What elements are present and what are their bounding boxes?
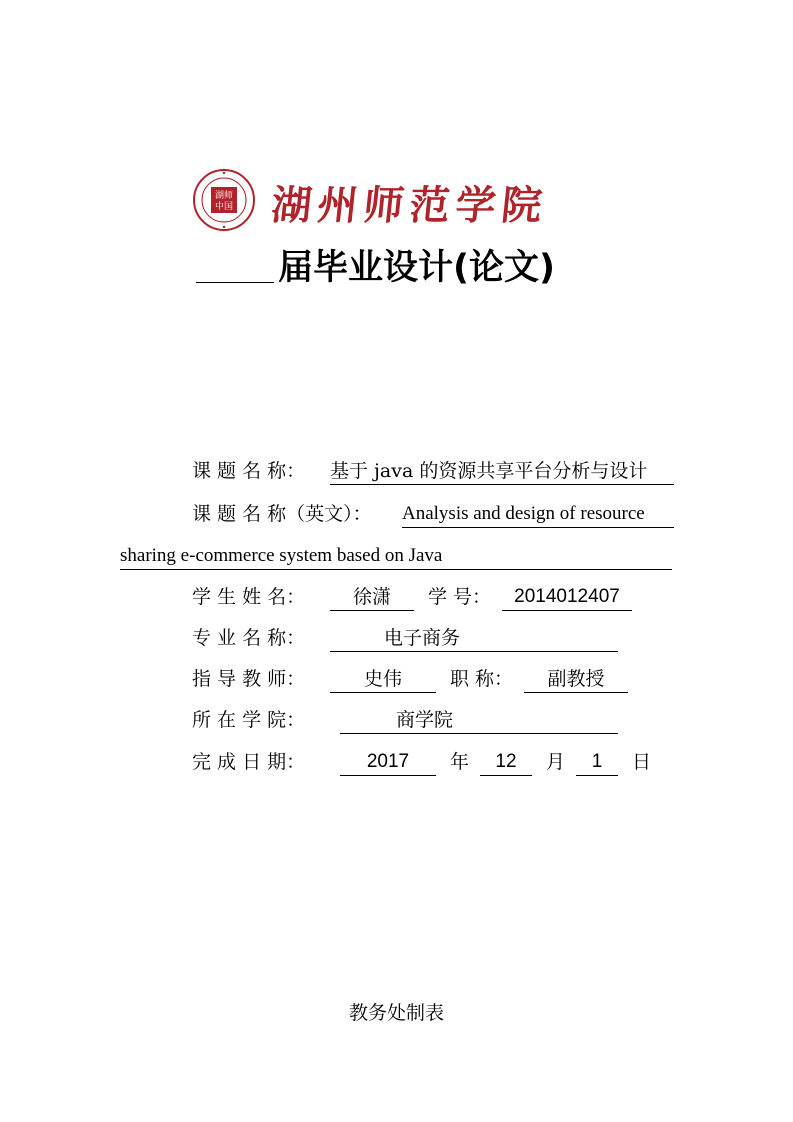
major-value: 电子商务 [330, 625, 618, 652]
student-id-value: 2014012407 [502, 584, 632, 611]
student-label: 学 生 姓 名： [192, 586, 306, 608]
college-label: 所 在 学 院： [192, 709, 306, 731]
topic-value: 基于 java 的资源共享平台分析与设计 [330, 458, 674, 485]
topic-label: 课 题 名 称： [192, 460, 306, 482]
date-month: 12 [480, 749, 532, 776]
document-title: 届毕业设计(论文) [278, 248, 555, 288]
school-header [192, 168, 592, 232]
advisor-title-value: 副教授 [524, 666, 628, 693]
date-year: 2017 [340, 749, 436, 776]
date-day-unit: 日 [632, 751, 652, 773]
topic-en-label: 课 题 名 称（英文）： [192, 503, 372, 525]
student-value: 徐潇 [330, 584, 414, 611]
student-id-label: 学 号： [428, 586, 492, 608]
date-month-unit: 月 [546, 751, 566, 773]
school-seal-icon [192, 168, 256, 232]
footer-text: 教务处制表 [348, 1002, 444, 1024]
advisor-value: 史伟 [330, 666, 436, 693]
date-day: 1 [576, 749, 618, 776]
date-label: 完 成 日 期： [192, 751, 306, 773]
advisor-title-label: 职 称： [450, 668, 514, 690]
major-label: 专 业 名 称： [192, 627, 306, 649]
topic-en-value-line2: sharing e-commerce system based on Java [120, 543, 672, 570]
year-blank-line [196, 282, 274, 283]
svg-text:湖师: 湖师 [214, 191, 234, 201]
college-value: 商学院 [340, 707, 618, 734]
topic-en-value-line1: Analysis and design of resource [402, 501, 674, 528]
svg-text:中国: 中国 [214, 202, 234, 212]
date-year-unit: 年 [450, 751, 470, 773]
school-name: 湖州师范学院 [269, 182, 551, 229]
advisor-label: 指 导 教 师： [192, 668, 306, 690]
